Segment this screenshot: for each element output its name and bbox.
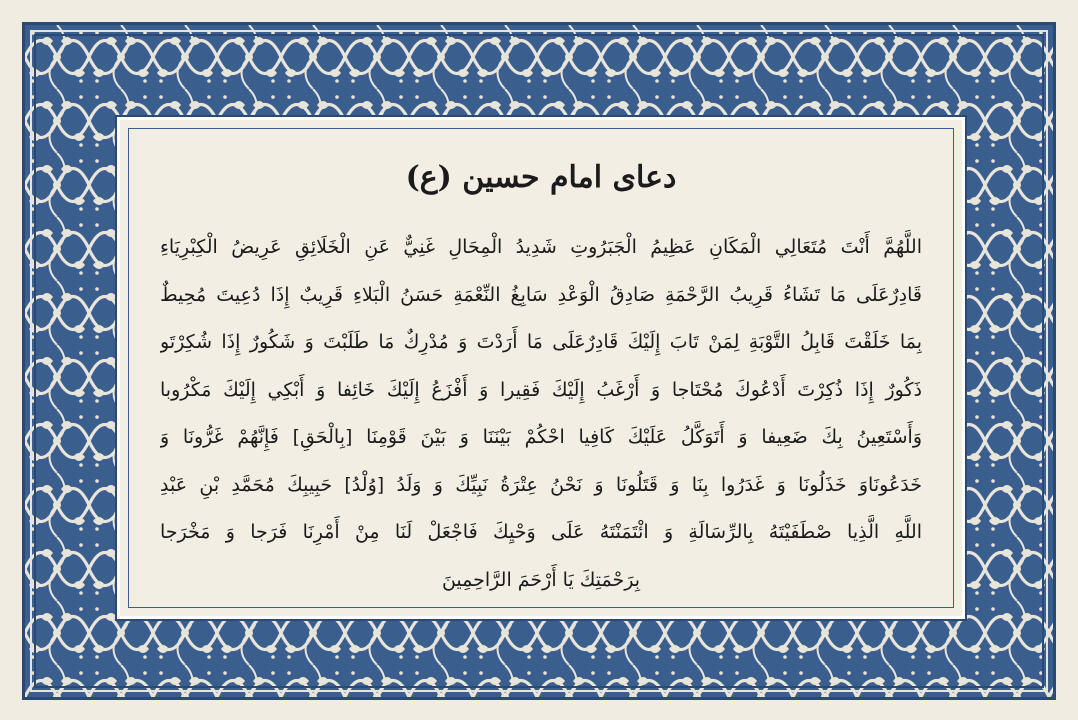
prayer-line: ذَكُورٌ إِذَا ذُكِرْتَ أَدْعُوكَ مُحْتَاجا وَ أَرْغَبُ إِلَيْكَ فَقِيرا وَ أَفْزَعُ إِلَيْكَ خَائِفا وَ أَبْكِي إِلَيْكَ مَكْرُوبا — [160, 378, 922, 401]
prayer-title: دعای امام حسین (ع) — [405, 160, 677, 195]
prayer-line: قَادِرٌعَلَى مَا تَشَاءُ قَرِيبُ الرَّحْمَةِ صَادِقُ الْوَعْدِ سَابِغُ النِّعْمَةِ حَسَنُ الْبَلاءِ قَرِيبٌ إِذَا دُعِيتَ مُحِيطٌ — [160, 283, 922, 306]
prayer-text — [160, 224, 922, 604]
prayer-line: خَدَعُونَاوَ خَذَلُونَا وَ غَدَرُوا بِنَا وَ قَتَلُونَا وَ نَحْنُ عِتْرَةُ نَبِيِّكَ وَ وَلَدُ [وُلْدُ] حَبِيبِكَ مُحَمَّدِ بْنِ عَبْدِ — [160, 473, 922, 496]
prayer-line: اللَّهِ الَّذِيا صْطَفَيْتَهُ بِالرِّسَالَةِ وَ ائْتَمَنْتَهُ عَلَى وَحْيِكَ فَاجْعَلْ لَنَا مِنْ أَمْرِنَا فَرَجا وَ مَخْرَجا — [160, 521, 922, 543]
prayer-line: اللَّهُمَّ أَنْتَ مُتَعَالِي الْمَكَانِ عَظِيمُ الْجَبَرُوتِ شَدِيدُ الْمِحَالِ غَنِيٌّ عَنِ الْخَلَائِقِ عَرِيضُ الْكِبْرِيَاءِ — [160, 236, 922, 258]
ornamental-border-frame — [22, 22, 1056, 700]
prayer-line: بِرَحْمَتِكَ يَا أَرْحَمَ الرَّاحِمِينَ — [441, 568, 641, 591]
prayer-panel — [117, 117, 965, 619]
prayer-line: بِمَا خَلَقْتَ قَابِلُ التَّوْبَةِ لِمَنْ تَابَ إِلَيْكَ قَادِرٌعَلَى مَا أَرَدْتَ وَ مُدْرِكٌ مَا طَلَبْتَ وَ شَكُورٌ إِذَا شُكِرْتَو — [160, 331, 922, 353]
prayer-line: وَأَسْتَعِينُ بِكَ ضَعِيفا وَ أَتَوَكَّلُ عَلَيْكَ كَافِيا احْكُمْ بَيْنَنَا وَ بَيْنَ قَوْمِنَا [بِالْحَقِ] فَإِنَّهُمْ غَرُّونَا وَ — [160, 426, 922, 448]
